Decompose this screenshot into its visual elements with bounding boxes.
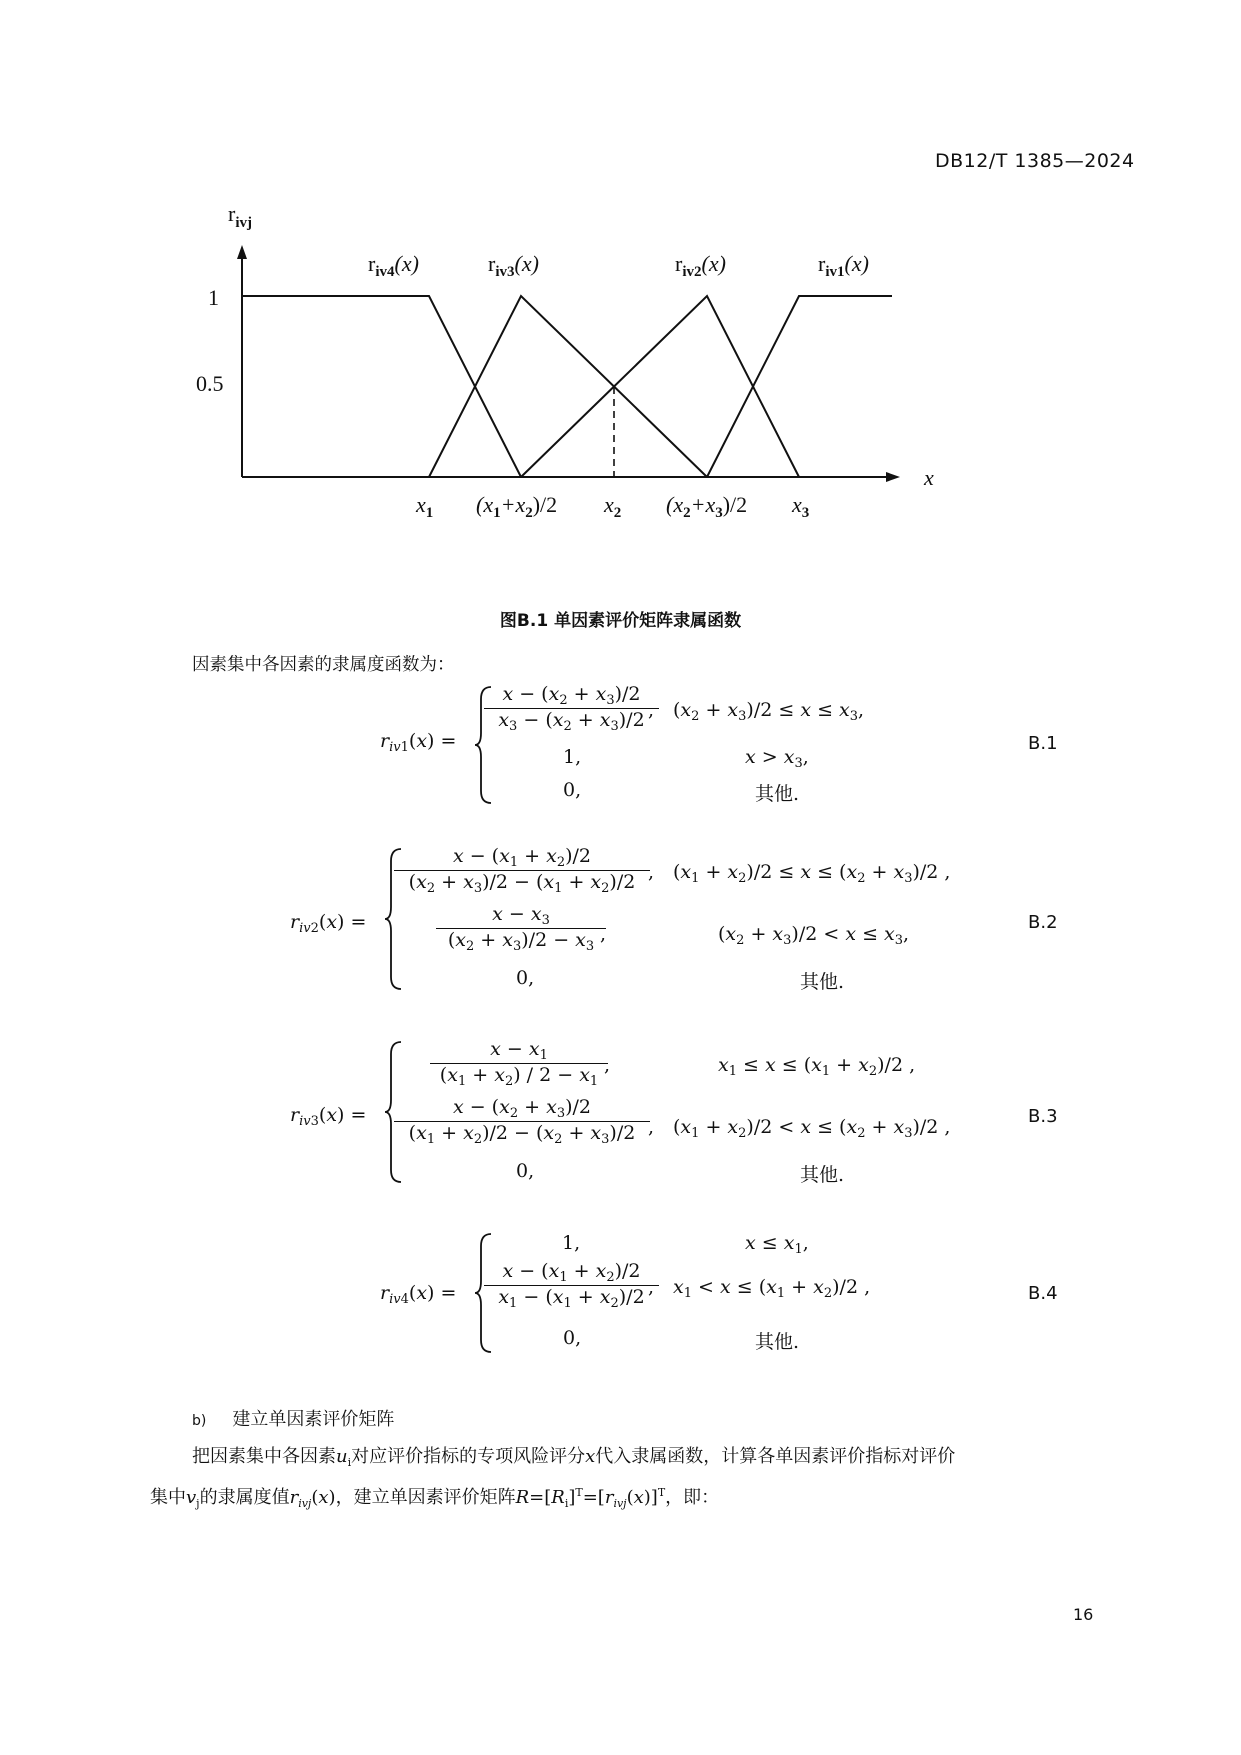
y-tick-05: 0.5 <box>196 371 224 396</box>
eq-b1-val2: 1, <box>563 746 582 768</box>
paragraph-line-2: 集中$v_j$的隶属度值$r_{ivj}(x)$，建立单因素评价矩阵$R=[R_i]^T=[r_{ivj}(x)]^T$，即： <box>150 1486 720 1510</box>
eq-b3-frac1: $\frac{x - x_1}{(x_1 + x_2) / 2 - x_1}$ <box>430 1038 608 1089</box>
page-number: 16 <box>1073 1605 1094 1624</box>
eq-b3-cond3: 其他. <box>800 1164 845 1186</box>
series-layer <box>242 296 892 477</box>
eq-b3-val3: 0, <box>516 1160 535 1182</box>
eq-b1-frac: $\frac{x - (x_2 + x_3)/2}{x_3 - (x_2 + x_3)/2}$ <box>484 683 659 734</box>
paragraph-line-1: 把因素集中各因素$u_i$对应评价指标的专项风险评分x代入隶属函数，计算各单因素评价指标对评价 <box>192 1446 956 1469</box>
eq-b4-frac: $\frac{x - (x_1 + x_2)/2}{x_1 - (x_1 + x_2)/2}$ <box>484 1260 659 1311</box>
curve-label-riv1: $r_{iv1}(x)$ <box>818 251 869 280</box>
eq-b4-val1: 1, <box>562 1232 581 1254</box>
section-b-label: b) <box>192 1413 207 1429</box>
x-tick-x1: $x_1$ <box>416 492 434 521</box>
eq-number-b2: B.2 <box>1028 912 1058 933</box>
curve-label-riv2: $r_{iv2}(x)$ <box>675 251 726 280</box>
curve-label-riv3: $r_{iv3}(x)$ <box>488 251 539 280</box>
eq-b1-val3: 0, <box>563 779 582 801</box>
series-line-riv2 <box>521 296 799 477</box>
x-tick-x1x2-half: $(x_1+x_2)/2$ <box>476 492 558 521</box>
equation-b2: $r_{iv2}(x)$ = $\frac{x - (x_1 + x_2)/2}{(x_2 + x_3)/2 - (x_1 + x_2)/2}$ , $(x_1 + x_2)/2 \le x \le (x_2 + x_3)/2$ , $\frac{x - x_3}{(x_2 + x_3)/2 - x_3}$ , $(x_2 + x_3)/2 < x \le x_3$, 0, 其他. <box>290 845 951 993</box>
x-tick-x2x3-half: $(x_2+x_3)/2$ <box>666 492 748 521</box>
section-b-heading <box>192 1405 394 1431</box>
eq-b3-lhs: $r_{iv3}(x)$ = <box>290 1104 367 1129</box>
eq-b1-cond1: $(x_2 + x_3)/2 \le x \le x_3$, <box>673 699 865 724</box>
y-axis-label: $r_{ivj}$ <box>228 201 252 231</box>
eq-b3-cond2: $(x_1 + x_2)/2 < x \le (x_2 + x_3)/2$ , <box>673 1116 951 1141</box>
eq-b4-cond1: $x \le x_1$, <box>745 1232 809 1257</box>
eq-b2-frac2: $\frac{x - x_3}{(x_2 + x_3)/2 - x_3}$ <box>436 903 606 954</box>
eq-b4-cond2: $x_1 < x \le (x_1 + x_2)/2$ , <box>673 1276 871 1301</box>
eq-b2-lhs: $r_{iv2}(x)$ = <box>290 911 367 936</box>
membership-function-chart <box>196 201 980 525</box>
eq-b2-val3: 0, <box>516 967 535 989</box>
eq-b1-cond2: $x > x_3$, <box>745 746 809 771</box>
eq-number-b1: B.1 <box>1028 733 1058 754</box>
eq-b2-cond1: $(x_1 + x_2)/2 \le x \le (x_2 + x_3)/2$ , <box>673 861 951 886</box>
x-axis-label: x <box>924 465 934 490</box>
equation-b4: $r_{iv4}(x)$ = 1, $x \le x_1$, $\frac{x - (x_1 + x_2)/2}{x_1 - (x_1 + x_2)/2}$ , $x_1 < x \le (x_1 + x_2)/2$ , 0, 其他. <box>380 1232 871 1353</box>
figure-caption: 图B.1 单因素评价矩阵隶属函数 <box>499 611 742 631</box>
eq-b3-cond1: $x_1 \le x \le (x_1 + x_2)/2$ , <box>718 1054 916 1079</box>
equation-b1: $r_{iv1}(x)$ = $\frac{x - (x_2 + x_3)/2}{x_3 - (x_2 + x_3)/2}$ , $(x_2 + x_3)/2 \le x \le x_3$, 1, $x > x_3$, 0, 其他. <box>380 683 865 805</box>
x-axis-arrow <box>886 472 900 482</box>
standard-code: DB12/T 1385—2024 <box>935 150 1135 172</box>
eq-b3-frac2: $\frac{x - (x_2 + x_3)/2}{(x_1 + x_2)/2 - (x_2 + x_3)/2}$ <box>394 1096 650 1147</box>
equation-b3: $r_{iv3}(x)$ = $\frac{x - x_1}{(x_1 + x_2) / 2 - x_1}$ , $x_1 \le x \le (x_1 + x_2)/2$ , $\frac{x - (x_2 + x_3)/2}{(x_1 + x_2)/2 - (x_2 + x_3)/2}$ , $(x_1 + x_2)/2 < x \le (x_2 + x_3)/2$ , 0, 其他. <box>290 1038 951 1186</box>
eq-b1-cond3: 其他. <box>755 783 800 805</box>
y-tick-1: 1 <box>208 285 219 310</box>
eq-number-b3: B.3 <box>1028 1106 1058 1127</box>
eq-b4-val3: 0, <box>563 1327 582 1349</box>
eq-b4-lhs: $r_{iv4}(x)$ = <box>380 1282 457 1307</box>
curve-label-riv4: $r_{iv4}(x)$ <box>368 251 419 280</box>
series-line-riv3 <box>429 296 707 477</box>
intro-text: 因素集中各因素的隶属度函数为： <box>192 655 455 675</box>
x-tick-x2: $x_2$ <box>604 492 622 521</box>
series-line-riv1 <box>707 296 892 477</box>
series-line-riv4 <box>242 296 521 477</box>
eq-b2-cond3: 其他. <box>800 971 845 993</box>
eq-b4-cond3: 其他. <box>755 1331 800 1353</box>
x-tick-x3: $x_3$ <box>792 492 810 521</box>
y-axis-arrow <box>237 245 247 259</box>
eq-b1-lhs: $r_{iv1}(x)$ = <box>380 730 457 755</box>
eq-b2-frac1: $\frac{x - (x_1 + x_2)/2}{(x_2 + x_3)/2 - (x_1 + x_2)/2}$ <box>394 845 650 896</box>
section-b-title: 建立单因素评价矩阵 <box>232 1409 395 1430</box>
eq-number-b4: B.4 <box>1028 1283 1058 1304</box>
eq-b2-cond2: $(x_2 + x_3)/2 < x \le x_3$, <box>718 923 910 948</box>
